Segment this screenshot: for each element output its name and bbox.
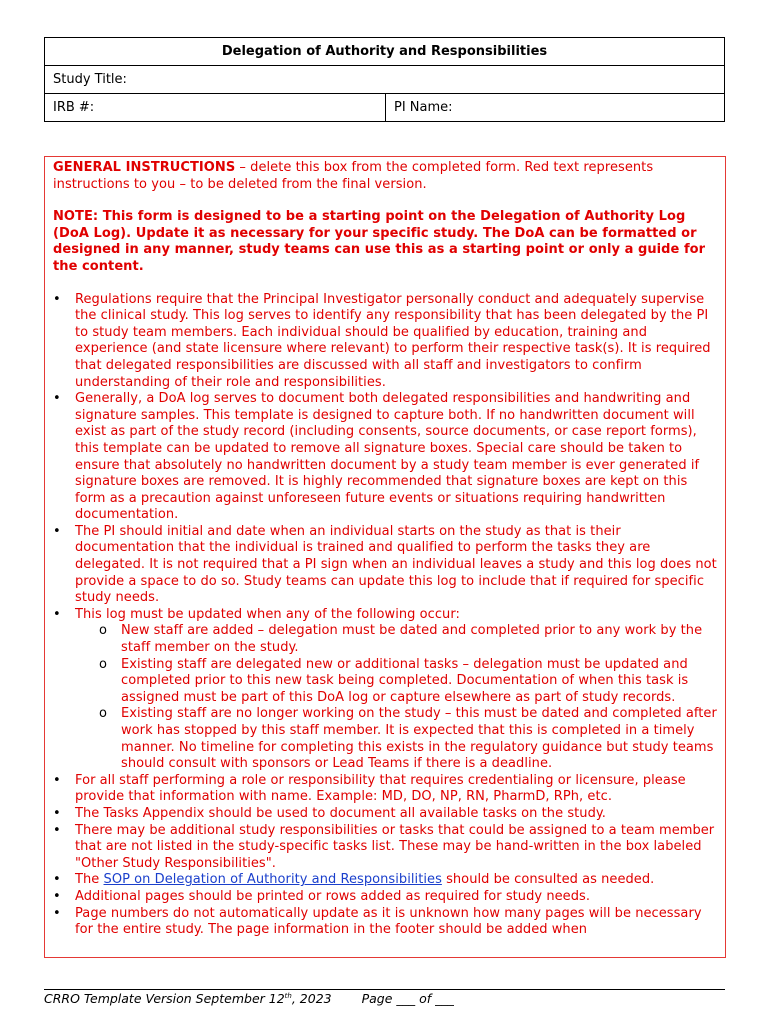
instructions-note: NOTE: This form is designed to be a starting point on the Delegation of Authority Log (DoA Log). Update it as necessary for your specific study. The DoA can be formatted or designed in any manner, study teams can use this as a starting point or only a guide for the content. [53, 209, 706, 274]
instructions-heading: GENERAL INSTRUCTIONS [53, 160, 236, 175]
pi-name-field[interactable]: PI Name: [386, 94, 725, 122]
list-item [53, 607, 717, 773]
general-instructions-box [44, 156, 726, 958]
study-title-field[interactable]: Study Title: [45, 66, 725, 94]
page-number: Page ___ of ___ [361, 991, 454, 1006]
sub-list-item: o Existing staff are delegated new or additional tasks – delegation must be updated and completed prior to this new task being completed. Documentation of when this task is assigned must be part of this DoA log or capture elsewhere as part of study records. [75, 657, 717, 707]
sop-link[interactable]: SOP on Delegation of Authority and Responsibilities [103, 872, 442, 888]
form-title: Delegation of Authority and Responsibilities [45, 38, 725, 66]
instructions-list [53, 292, 717, 939]
template-version-suffix: , 2023 [291, 991, 332, 1006]
sub-list-item: o New staff are added – delegation must be dated and completed prior to any work by the staff member on the study. [75, 623, 717, 656]
page-footer [44, 991, 454, 1006]
list-item: • Additional pages should be printed or rows added as required for study needs. [53, 889, 717, 906]
list-item-text: This log must be updated when any of the following occur: [75, 606, 460, 622]
list-item: • There may be additional study responsibilities or tasks that could be assigned to a team member that are not listed in the study-specific tasks list. These may be hand-written in the box labeled "Other Study Responsibilities". [53, 823, 717, 873]
sub-list-item: o Existing staff are no longer working on the study – this must be dated and completed after work has stopped by this staff member. It is expected that this is completed in a timely manner. No timeline for completing this exists in the regulatory guidance but study teams should consult with sponsors or Lead Teams if there is a deadline. [75, 706, 717, 772]
sub-list [75, 623, 717, 772]
list-item: • The PI should initial and date when an individual starts on the study as that is their documentation that the individual is trained and qualified to perform the tasks they are delegated. It is not required that a PI sign when an individual leaves a study and this log does not provide a space to do so. Study teams can update this log to include that if required for specific study needs. [53, 524, 717, 607]
list-item: • Page numbers do not automatically update as it is unknown how many pages will be necessary for the entire study. The page information in the footer should be added when [53, 906, 717, 939]
header-table [44, 37, 725, 122]
irb-number-field[interactable]: IRB #: [45, 94, 386, 122]
template-version-sup: th [284, 991, 292, 1000]
list-item: • For all staff performing a role or responsibility that requires credentialing or licensure, please provide that information with name. Example: MD, DO, NP, RN, PharmD, RPh, etc. [53, 773, 717, 806]
template-version-prefix: CRRO Template Version September 12 [44, 991, 285, 1006]
template-version [44, 991, 332, 1006]
sop-suffix: should be consulted as needed. [441, 872, 655, 888]
list-item: • Regulations require that the Principal Investigator personally conduct and adequately supervise the clinical study. This log serves to identify any responsibility that has been delegated by the PI to study team members. Each individual should be qualified by education, training and experience (and state licensure where relevant) to perform their respective task(s). It is required that delegated responsibilities are discussed with all staff and investigators to confirm understanding of their role and responsibilities. [53, 292, 717, 392]
list-item: • Generally, a DoA log serves to document both delegated responsibilities and handwriting and signature samples. This template is designed to capture both. If no handwritten document will exist as part of the study record (including consents, source documents, or case report forms), this template can be updated to remove all signature boxes. Special care should be taken to ensure that absolutely no handwritten document by a study team member is ever generated if signature boxes are removed. It is highly recommended that signature boxes are kept on this form as a precaution against unforeseen future events or situations requiring handwritten documentation. [53, 391, 717, 524]
instructions-intro [53, 160, 717, 193]
list-item [53, 872, 717, 889]
sop-prefix: The [75, 872, 104, 888]
footer-divider [44, 989, 725, 990]
instructions-heading-rest: – delete this box from the completed form. Red text represents instructions to you – to be deleted from the final version. [53, 160, 654, 192]
list-item: • The Tasks Appendix should be used to document all available tasks on the study. [53, 806, 717, 823]
